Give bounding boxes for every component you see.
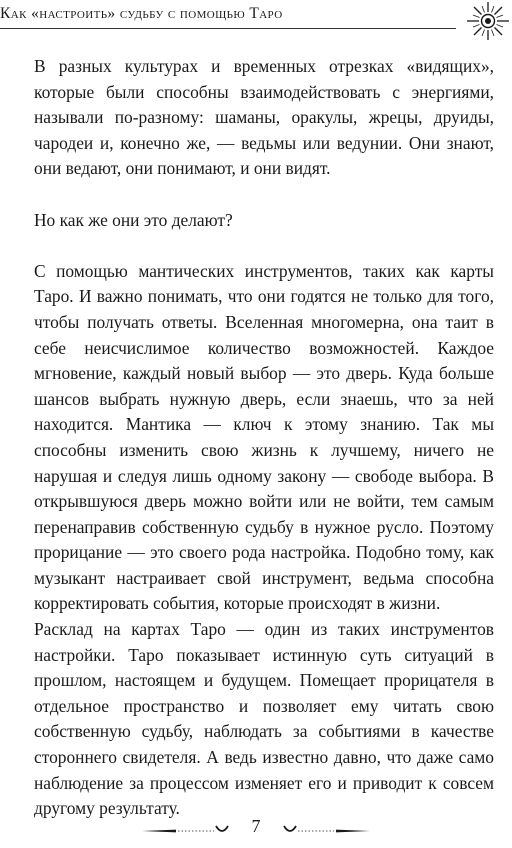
- header-rule: [0, 28, 456, 29]
- paragraph-1: В разных культурах и временных отрезках «видящих», которые были способны взаимодействовать с энергиями, называли по-разному: шаманы, оракулы, жрецы, друиды, чародеи и, конечно же, — ведьмы или ведунии. Они знают, они ведают, они понимают, и они видят.: [34, 56, 494, 179]
- paragraph-2: Но как же они это делают?: [34, 209, 233, 230]
- paragraph-gap: [34, 233, 494, 259]
- paragraph-3: С помощью мантических инструментов, таких как карты Таро. И важно понимать, что они годятся не только для того, чтобы получать ответы. Вселенная многомерна, она таит в себе неисчислимое количество возможностей. Каждое мгновение, каждый новый выбор — это дверь. Куда больше шансов выбрать нужную дверь, если знаешь, что за ней находится. Мантика — ключ к этому знанию. Так мы способны изменить свою жизнь к лучшему, ничего не нарушая и следуя лишь одному закону — свободе выбора. В открывшуюся дверь можно войти или не войти, тем самым перенаправив собственную судьбу в нужное русло. Поэтому прорицание — это своего рода настройка. Подобно тому, как музыкант настраивает свой инструмент, ведьма способна корректировать события, которые происходят в жизни.: [34, 260, 494, 614]
- paragraph-gap: [34, 182, 494, 208]
- main-text: [34, 54, 494, 822]
- page-footer: [0, 814, 512, 844]
- page-number: 7: [251, 816, 261, 836]
- sun-icon: [462, 0, 512, 44]
- paragraph-4: Расклад на картах Таро — один из таких инструментов настройки. Таро показывает истинную суть ситуаций в прошлом, настоящем и будущем. Помещает прорицателя в отдельное пространство и позволяет ему читать свою собственную судьбу, наблюдать за событиями в качестве стороннего свидетеля. А ведь известно давно, что даже само наблюдение за процессом изменяет его и приводит к совсем другому результату.: [34, 619, 494, 819]
- running-title: Как «настроить» судьбу с помощью Таро: [0, 5, 283, 22]
